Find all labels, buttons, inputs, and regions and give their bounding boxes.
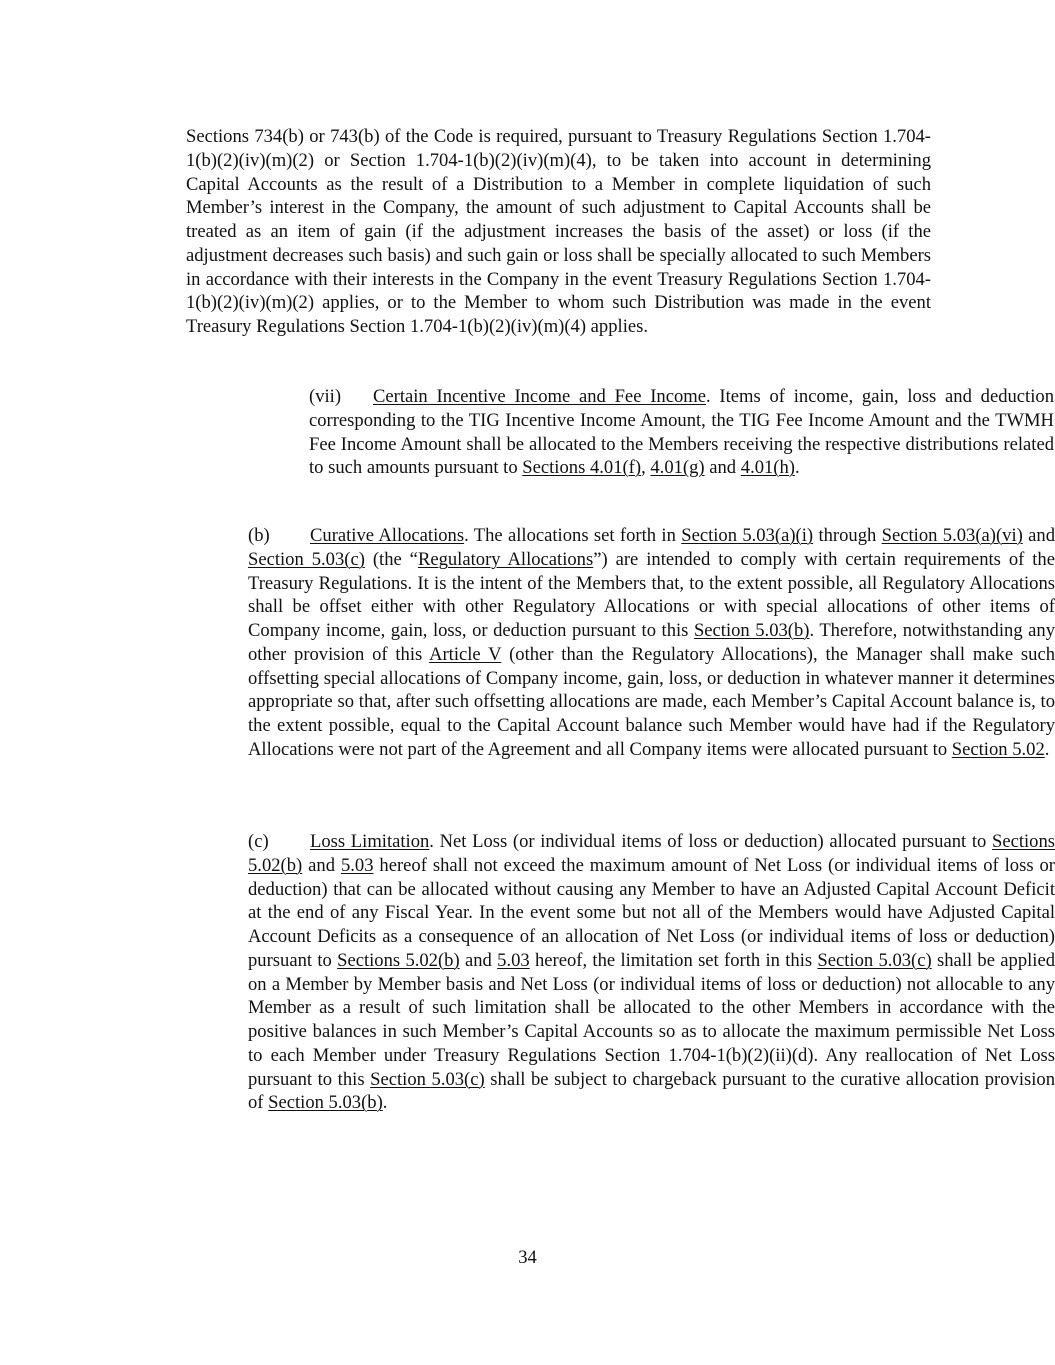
body-text: .: [1044, 738, 1050, 760]
paragraph-section-c: [124, 830, 1055, 1115]
body-text: hereof shall not exceed the maximum amount of Net Loss (or individual items of loss or deduction) that can be allocated without causing any Member to have an Adjusted Capital Account Deficit at the end of any Fiscal Year. In the event some but not all of the Members would have Adjusted Capital Account Deficits as a consequence of an allocation of Net Loss (or individual items of loss or deduction) pursuant to: [248, 854, 1055, 971]
cross-reference: Sections 5.02(b): [337, 949, 460, 971]
body-text: ”) are intended to comply with certain requirements of the Treasury Regulations. It is the intent of the Members that, to the extent possible, all Regulatory Allocations shall be offset either with other Regulatory Allocations or with special allocations of other items of Company income, gain, loss, or deduction pursuant to this: [248, 548, 1055, 641]
page-number: 34: [518, 1247, 537, 1268]
cross-reference: Section 5.03(a)(vi): [881, 525, 1023, 546]
section-heading-b: Curative Allocations: [310, 525, 465, 546]
section-number-c: (c): [248, 831, 269, 852]
body-text: . Therefore, notwithstanding any other provision of this: [248, 620, 1055, 665]
defined-term: Regulatory Allocations: [417, 548, 594, 570]
paragraph-continuation: Sections 734(b) or 743(b) of the Code is required, pursuant to Treasury Regulations Section 1.704-1(b)(2)(iv)(m)(2) or Section 1.704-1(b)(2)(iv)(m)(4), to be taken into account in determining Capital Accounts as the result of a Distribution to a Member in complete liquidation of such Member’s interest in the Company, the amount of such adjustment to Capital Accounts shall be treated as an item of gain (if the adjustment increases the basis of the asset) or loss (if the adjustment decreases such basis) and such gain or loss shall be specially allocated to such Members in accordance with their interests in the Company in the event Treasury Regulations Section 1.704-1(b)(2)(iv)(m)(2) applies, or to the Member to whom such Distribution was made in the event Treasury Regulations Section 1.704-1(b)(2)(iv)(m)(4) applies.: [186, 126, 931, 337]
body-text: . Items of income, gain, loss and deduction corresponding to the TIG Incentive Income Amount, the TIG Fee Income Amount and the TWMH Fee Income Amount shall be allocated to the Members receiving the respective distributions related to such amounts pursuant to: [309, 386, 1054, 479]
body-text: (other than the Regulatory Allocations), the Manager shall make such offsetting special allocations of Company income, gain, loss, or deduction in whatever manner it determines appropriate so that, after such offsetting allocations are made, each Member’s Capital Account balance is, to the extent possible, equal to the Capital Account balance such Member would have had if the Regulatory Allocations were not part of the Agreement and all Company items were allocated pursuant to: [248, 643, 1055, 760]
body-text: . The allocations set forth in: [464, 525, 682, 546]
cross-reference: Article V: [429, 643, 502, 665]
cross-reference: 4.01(g): [650, 457, 705, 479]
paragraph-section-b: [124, 524, 1055, 762]
body-text: shall be applied on a Member by Member basis and Net Loss (or individual items of loss or deduction) not allocable to any Member as a result of such limitation shall be allocated to the other Members in accordance with the positive balances in such Member’s Capital Accounts so as to allocate the maximum permissible Net Loss to each Member under Treasury Regulations Section 1.704-1(b)(2)(ii)(d). Any reallocation of Net Loss pursuant to this: [248, 949, 1055, 1090]
cross-reference: Sections 4.01(f): [522, 457, 642, 479]
body-text: and: [1022, 525, 1055, 546]
cross-reference: Section 5.03(a)(i): [681, 525, 814, 546]
cross-reference: Section 5.03(c): [817, 949, 932, 971]
body-text: through: [813, 525, 882, 546]
section-number-vii: (vii): [309, 386, 342, 407]
cross-reference: Section 5.03(b): [268, 1092, 383, 1114]
body-text: . Net Loss (or individual items of loss or deduction) allocated pursuant to: [429, 831, 992, 852]
body-text: and: [302, 854, 341, 876]
body-text: .: [382, 1092, 388, 1114]
cross-reference: 5.03: [497, 949, 530, 971]
cross-reference: Section 5.03(c): [248, 548, 365, 570]
body-text: hereof, the limitation set forth in this: [529, 949, 818, 971]
body-text: and: [704, 457, 741, 479]
paragraph-section-vii: [186, 385, 1054, 480]
cross-reference: Section 5.02: [951, 738, 1045, 760]
cross-reference: Sections 5.02(b): [248, 831, 1055, 876]
body-text: ,: [641, 457, 651, 479]
cross-reference: 5.03: [340, 854, 374, 876]
body-text: .: [795, 457, 800, 479]
section-heading-vii: Certain Incentive Income and Fee Income: [373, 386, 706, 407]
body-text: (the “: [364, 548, 418, 570]
section-number-b: (b): [248, 525, 270, 546]
body-text: shall be subject to chargeback pursuant to the curative allocation provision of: [248, 1068, 1055, 1114]
body-text: and: [459, 949, 498, 971]
cross-reference: 4.01(h): [740, 457, 795, 479]
section-heading-c: Loss Limitation: [310, 831, 430, 852]
cross-reference: Section 5.03(b): [693, 620, 810, 641]
cross-reference: Section 5.03(c): [370, 1068, 485, 1090]
